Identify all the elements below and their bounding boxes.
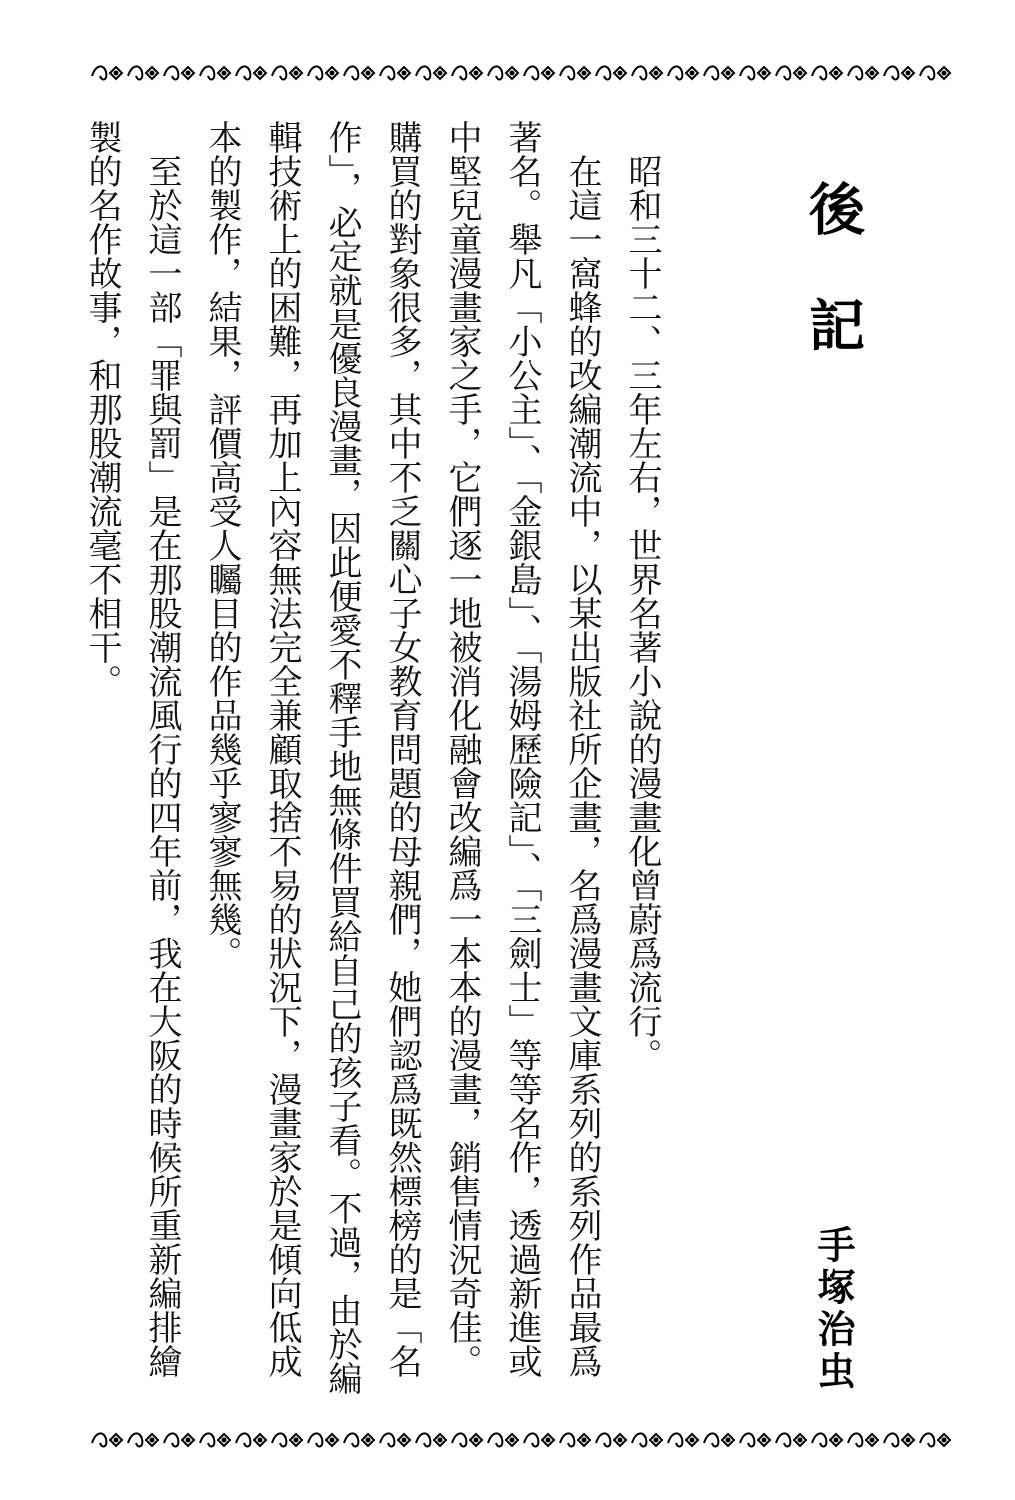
border-dot <box>511 72 514 75</box>
border-dot <box>547 72 550 75</box>
border-swirl <box>416 66 430 79</box>
border-dot <box>403 72 406 75</box>
border-swirl <box>596 66 610 79</box>
border-dot <box>439 72 442 75</box>
border-swirl <box>128 66 142 79</box>
border-swirl <box>488 66 502 79</box>
border-dot <box>331 72 334 75</box>
border-dot <box>943 1439 946 1442</box>
border-dot <box>583 1439 586 1442</box>
border-dot <box>727 72 730 75</box>
border-dot <box>691 1439 694 1442</box>
border-dot <box>727 1439 730 1442</box>
bottom-decorative-border <box>88 1425 973 1455</box>
border-swirl <box>920 66 934 79</box>
border-swirl <box>164 66 178 79</box>
paragraph-2: 在這一窩蜂的改編潮流中，以某出版社所企畫，名爲漫畫文庫系列的系列作品最爲著名。舉凡「小公主」、「金銀島」、「湯姆歷險記」、「三劍士」等等名作，透過新進或中堅兒童漫畫家之手，它們逐一地被消化融會改編爲一本本的漫畫，銷售情況奇佳。購買的對象很多，其中不乏關心子女教育問題的母親們，她們認爲既然標榜的是「名作」，必定就是優良漫畫，因此便愛不釋手地無條件買給自己的孩子看。不過，由於編輯技術上的困難，再加上內容無法完全兼顧取捨不易的狀況下，漫畫家於是傾向低成本的製作，結果，評價高受人矚目的作品幾乎寥寥無幾。 <box>202 120 602 1395</box>
border-dot <box>583 72 586 75</box>
border-swirl <box>236 66 250 79</box>
border-dot <box>115 72 118 75</box>
border-dot <box>331 1439 334 1442</box>
border-dot <box>763 72 766 75</box>
border-dot <box>691 72 694 75</box>
border-dot <box>187 72 190 75</box>
border-dot <box>943 72 946 75</box>
border-dot <box>907 1439 910 1442</box>
border-dot <box>835 1439 838 1442</box>
border-swirl <box>884 1433 898 1446</box>
border-dot <box>295 72 298 75</box>
border-swirl <box>92 1433 106 1446</box>
paragraph-1: 昭和三十二、三年左右，世界名著小說的漫畫化曾蔚爲流行。 <box>622 154 662 1072</box>
border-swirl <box>416 1433 430 1446</box>
border-swirl <box>452 66 466 79</box>
border-dot <box>259 1439 262 1442</box>
border-swirl <box>848 66 862 79</box>
border-dot <box>439 1439 442 1442</box>
border-swirl <box>308 66 322 79</box>
border-dot <box>367 1439 370 1442</box>
border-swirl <box>704 66 718 79</box>
border-dot <box>223 1439 226 1442</box>
border-dot <box>547 1439 550 1442</box>
border-dot <box>763 1439 766 1442</box>
afterword-body <box>72 120 672 1410</box>
border-dot <box>295 1439 298 1442</box>
border-swirl <box>740 1433 754 1446</box>
border-swirl <box>884 66 898 79</box>
border-swirl <box>596 1433 610 1446</box>
author-name: 手塚治虫 <box>811 1225 855 1393</box>
page-title: 後記 <box>800 180 865 412</box>
border-dot <box>475 72 478 75</box>
border-swirl <box>740 66 754 79</box>
border-swirl <box>812 66 826 79</box>
border-dot <box>655 72 658 75</box>
border-swirl <box>164 1433 178 1446</box>
border-dot <box>403 1439 406 1442</box>
border-swirl <box>344 66 358 79</box>
border-dot <box>115 1439 118 1442</box>
border-swirl <box>668 66 682 79</box>
border-swirl <box>236 1433 250 1446</box>
border-swirl <box>776 1433 790 1446</box>
border-swirl <box>632 66 646 79</box>
border-swirl <box>524 66 538 79</box>
border-swirl <box>632 1433 646 1446</box>
border-swirl <box>776 66 790 79</box>
border-swirl <box>920 1433 934 1446</box>
border-dot <box>151 1439 154 1442</box>
border-dot <box>835 72 838 75</box>
border-swirl <box>668 1433 682 1446</box>
border-swirl <box>344 1433 358 1446</box>
border-swirl <box>200 66 214 79</box>
border-swirl <box>380 1433 394 1446</box>
border-dot <box>187 1439 190 1442</box>
border-dot <box>619 72 622 75</box>
border-dot <box>259 72 262 75</box>
border-dot <box>799 1439 802 1442</box>
border-dot <box>511 1439 514 1442</box>
border-dot <box>871 72 874 75</box>
border-dot <box>151 72 154 75</box>
border-swirl <box>812 1433 826 1446</box>
border-swirl <box>488 1433 502 1446</box>
border-swirl <box>128 1433 142 1446</box>
border-dot <box>655 1439 658 1442</box>
border-swirl <box>452 1433 466 1446</box>
border-swirl <box>524 1433 538 1446</box>
border-swirl <box>380 66 394 79</box>
border-dot <box>367 72 370 75</box>
border-dot <box>799 72 802 75</box>
border-dot <box>475 1439 478 1442</box>
border-swirl <box>560 66 574 79</box>
border-swirl <box>92 66 106 79</box>
border-dot <box>619 1439 622 1442</box>
border-swirl <box>272 1433 286 1446</box>
border-swirl <box>308 1433 322 1446</box>
top-decorative-border <box>88 58 973 88</box>
border-dot <box>871 1439 874 1442</box>
border-dot <box>223 72 226 75</box>
border-swirl <box>560 1433 574 1446</box>
border-swirl <box>704 1433 718 1446</box>
paragraph-3: 至於這一部「罪與罰」是在那股潮流風行的四年前，我在大阪的時候所重新編排繪製的名作故事，和那股潮流毫不相干。 <box>82 120 182 1378</box>
border-swirl <box>848 1433 862 1446</box>
border-dot <box>907 72 910 75</box>
border-swirl <box>200 1433 214 1446</box>
border-swirl <box>272 66 286 79</box>
